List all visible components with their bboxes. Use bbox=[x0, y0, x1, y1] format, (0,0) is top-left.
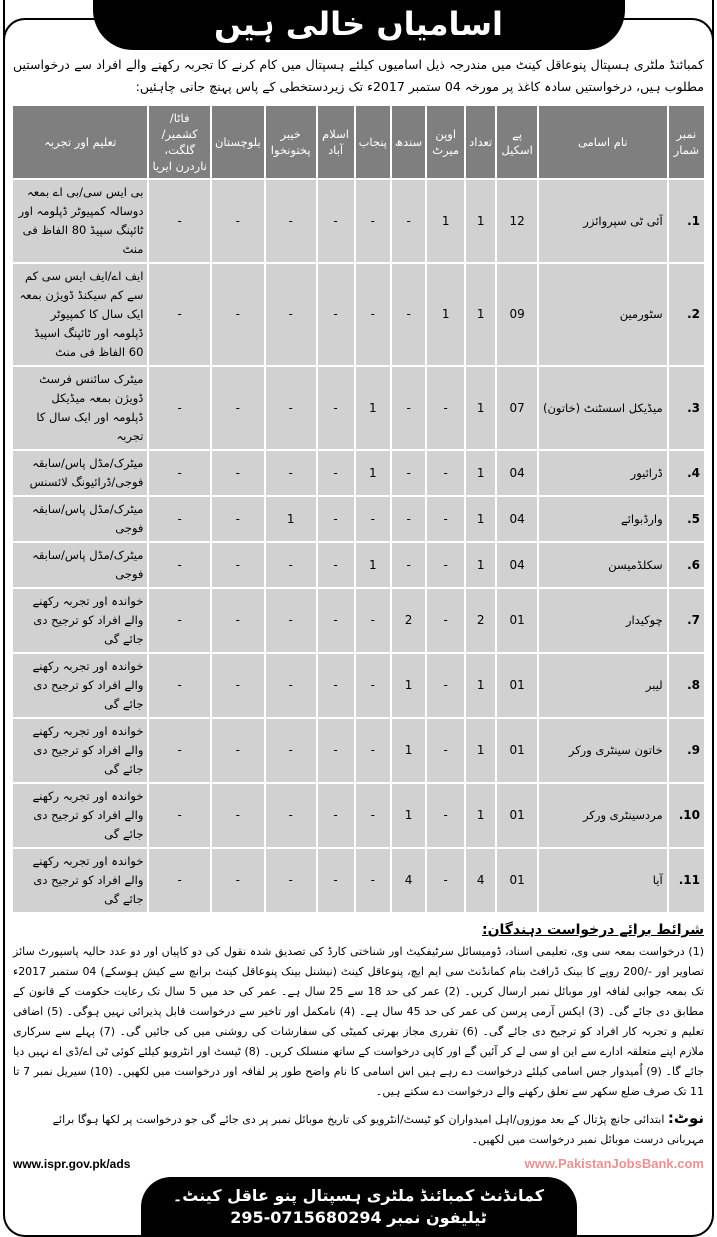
cell-sindh: 1 bbox=[391, 718, 426, 783]
cell-name: آیا bbox=[538, 848, 668, 913]
cell-bal: - bbox=[211, 450, 265, 496]
cell-bal: - bbox=[211, 718, 265, 783]
cell-bal: - bbox=[211, 263, 265, 366]
ad-border bbox=[3, 0, 714, 1237]
column-header: اسلام آباد bbox=[317, 105, 355, 179]
cell-scale: 04 bbox=[496, 496, 538, 542]
cell-open: 1 bbox=[426, 179, 465, 263]
cell-scale: 01 bbox=[496, 588, 538, 653]
cell-kp: 1 bbox=[265, 496, 317, 542]
cell-kp: - bbox=[265, 718, 317, 783]
cell-name: خاتون سینٹری ورکر bbox=[538, 718, 668, 783]
table-row bbox=[12, 263, 705, 366]
cell-isb: - bbox=[317, 783, 355, 848]
cell-kp: - bbox=[265, 653, 317, 718]
cell-no: 7. bbox=[668, 588, 705, 653]
cell-sindh: - bbox=[391, 450, 426, 496]
cell-isb: - bbox=[317, 848, 355, 913]
note-label: نوٹ: bbox=[667, 1109, 704, 1127]
cell-count: 1 bbox=[465, 653, 496, 718]
cell-fata: - bbox=[148, 783, 211, 848]
cell-scale: 12 bbox=[496, 179, 538, 263]
table-header-row bbox=[12, 105, 705, 179]
cell-punjab: - bbox=[355, 783, 391, 848]
cell-edu: میٹرک/مڈل پاس/سابقہ فوجی bbox=[12, 542, 148, 588]
cell-name: سکلڈمیسن bbox=[538, 542, 668, 588]
cell-punjab: - bbox=[355, 653, 391, 718]
cell-edu: ایف اے/ایف ایس سی کم سے کم سیکنڈ ڈویژن بمعہ ایک سال کا کمپیوٹر ڈپلومہ اور ٹائپنگ اسپیڈ 60 الفاظ فی منٹ bbox=[12, 263, 148, 366]
cell-punjab: - bbox=[355, 179, 391, 263]
cell-fata: - bbox=[148, 496, 211, 542]
cell-scale: 04 bbox=[496, 542, 538, 588]
cell-sindh: 1 bbox=[391, 783, 426, 848]
cell-kp: - bbox=[265, 263, 317, 366]
vacancies-table bbox=[11, 104, 706, 914]
cell-edu: خواندہ اور تجربہ رکھنے والے افراد کو ترجیح دی جائے گی bbox=[12, 653, 148, 718]
cell-name: سٹورمین bbox=[538, 263, 668, 366]
ad-title: اسامیاں خالی ہیں bbox=[93, 0, 625, 50]
table-row bbox=[12, 588, 705, 653]
cell-scale: 09 bbox=[496, 263, 538, 366]
cell-bal: - bbox=[211, 783, 265, 848]
cell-count: 4 bbox=[465, 848, 496, 913]
cell-isb: - bbox=[317, 179, 355, 263]
cell-fata: - bbox=[148, 366, 211, 450]
cell-fata: - bbox=[148, 588, 211, 653]
conditions-title: شرائط برائے درخواست دہندگان: bbox=[481, 922, 704, 938]
cell-scale: 01 bbox=[496, 718, 538, 783]
cell-no: 6. bbox=[668, 542, 705, 588]
cell-open: 1 bbox=[426, 263, 465, 366]
cell-scale: 04 bbox=[496, 450, 538, 496]
cell-sindh: - bbox=[391, 179, 426, 263]
cell-sindh: - bbox=[391, 496, 426, 542]
watermark: www.PakistanJobsBank.com bbox=[524, 1156, 704, 1171]
cell-open: - bbox=[426, 718, 465, 783]
cell-fata: - bbox=[148, 718, 211, 783]
cell-name: میڈیکل اسسٹنٹ (خاتون) bbox=[538, 366, 668, 450]
column-header: نمبر شمار bbox=[668, 105, 705, 179]
cell-isb: - bbox=[317, 263, 355, 366]
cell-punjab: - bbox=[355, 496, 391, 542]
cell-no: 11. bbox=[668, 848, 705, 913]
cell-no: 9. bbox=[668, 718, 705, 783]
table-row bbox=[12, 848, 705, 913]
cell-isb: - bbox=[317, 366, 355, 450]
cell-isb: - bbox=[317, 496, 355, 542]
cell-fata: - bbox=[148, 450, 211, 496]
cell-count: 1 bbox=[465, 179, 496, 263]
table-row bbox=[12, 783, 705, 848]
cell-kp: - bbox=[265, 783, 317, 848]
column-header: فاٹا/کشمیر/گلگت، ناردرن ایریا bbox=[148, 105, 211, 179]
cell-fata: - bbox=[148, 542, 211, 588]
cell-bal: - bbox=[211, 496, 265, 542]
cell-count: 1 bbox=[465, 496, 496, 542]
cell-count: 1 bbox=[465, 450, 496, 496]
cell-sindh: - bbox=[391, 366, 426, 450]
cell-scale: 01 bbox=[496, 848, 538, 913]
ispr-url[interactable]: www.ispr.gov.pk/ads bbox=[13, 1156, 131, 1171]
cell-open: - bbox=[426, 366, 465, 450]
column-header: پنجاب bbox=[355, 105, 391, 179]
cell-no: 10. bbox=[668, 783, 705, 848]
column-header: بلوچستان bbox=[211, 105, 265, 179]
cell-no: 8. bbox=[668, 653, 705, 718]
cell-kp: - bbox=[265, 848, 317, 913]
cell-edu: میٹرک/مڈل پاس/سابقہ فوجی bbox=[12, 496, 148, 542]
cell-open: - bbox=[426, 588, 465, 653]
conditions-text: (1) درخواست بمعہ سی وی، تعلیمی اسناد، ڈومیسائل سرٹیفکیٹ اور شناختی کارڈ کی تصدیق شدہ نقول کی دو کاپیاں اور دو عدد حالیہ پاسپورٹ سائز تصاویر اور -/200 روپے کا بینک ڈرافٹ بنام کمانڈنٹ سی ایم ایچ، پنوعاقل کینٹ (نیشنل بینک پنوعاقل کینٹ برانچ سے کیش ہوسکے) 04 ستمبر 2017ء تک بمعہ جوابی لفافہ اور موبائل نمبر ارسال کریں۔ (2) عمر کی حد 18 سے 25 سال ہے۔ عمر کی حد میں 5 سال تک رعایت حکومت کے قانون کے مطابق دی جائے گی۔ (3) ایکس آرمی پرسن کی عمر کی حد 45 سال ہے۔ (4) نامکمل اور تاخیر سے درخواست قابل پذیرائی نہیں ہوگی۔ (5) اضافی تعلیم و تجربہ کار افراد کو ترجیح دی جائے گی۔ (6) تقرری مجاز بھرتی کمیٹی کی سفارشات کی روشنی میں کی جائیں گی۔ (7) پہلے سے سرکاری ملازم اپنے متعلقہ ادارے سے این او سی لے کر آئیں گے اور کاپی درخواست کے ساتھ منسلک کریں۔ (8) ٹیسٹ اور انٹرویو کیلئے کوئی ٹی اے/ڈی اے نہیں دیا جائے گا۔ (9) اُمیدوار جس اسامی کیلئے درخواست دے رہے ہیں اس اسامی کا نام واضح طور پر لفافہ اور درخواست میں لکھیں۔ (10) سیریل نمبر 7 تا 11 تک صرف ضلع سکھر سے تعلق رکھنے والے درخواست دے سکتے ہیں۔ bbox=[13, 945, 704, 1098]
cell-isb: - bbox=[317, 542, 355, 588]
column-header: تعلیم اور تجربہ bbox=[12, 105, 148, 179]
cell-open: - bbox=[426, 848, 465, 913]
cell-bal: - bbox=[211, 542, 265, 588]
cell-fata: - bbox=[148, 179, 211, 263]
cell-open: - bbox=[426, 496, 465, 542]
url-row bbox=[13, 1156, 704, 1171]
column-header: خیبر پختونخوا bbox=[265, 105, 317, 179]
cell-name: مردسینٹری ورکر bbox=[538, 783, 668, 848]
cell-no: 2. bbox=[668, 263, 705, 366]
cell-sindh: 1 bbox=[391, 653, 426, 718]
table-row bbox=[12, 450, 705, 496]
cell-no: 5. bbox=[668, 496, 705, 542]
cell-name: چوکیدار bbox=[538, 588, 668, 653]
cell-no: 1. bbox=[668, 179, 705, 263]
cell-open: - bbox=[426, 542, 465, 588]
cell-no: 4. bbox=[668, 450, 705, 496]
cell-isb: - bbox=[317, 588, 355, 653]
cell-sindh: 2 bbox=[391, 588, 426, 653]
cell-count: 1 bbox=[465, 542, 496, 588]
cell-punjab: 1 bbox=[355, 542, 391, 588]
cell-punjab: - bbox=[355, 263, 391, 366]
table-row bbox=[12, 366, 705, 450]
cell-count: 2 bbox=[465, 588, 496, 653]
cell-open: - bbox=[426, 450, 465, 496]
intro-text: کمبائنڈ ملٹری ہسپتال پنوعاقل کینٹ میں مندرجہ ذیل اسامیوں کیلئے ہسپتال میں کام کرنے کا تجربہ رکھنے والے افراد سے درخواستیں مطلوب ہیں، درخواستیں سادہ کاغذ پر مورخہ 04 ستمبر 2017ء تک زیردستخطی کے پاس پہنچ جانی چاہئیں: bbox=[13, 57, 704, 94]
cell-count: 1 bbox=[465, 263, 496, 366]
cell-name: آئی ٹی سپروائزر bbox=[538, 179, 668, 263]
column-header: پے اسکیل bbox=[496, 105, 538, 179]
column-header: سندھ bbox=[391, 105, 426, 179]
cell-sindh: - bbox=[391, 263, 426, 366]
cell-bal: - bbox=[211, 366, 265, 450]
cell-bal: - bbox=[211, 588, 265, 653]
cell-name: وارڈبوائے bbox=[538, 496, 668, 542]
cell-count: 1 bbox=[465, 366, 496, 450]
cell-punjab: - bbox=[355, 588, 391, 653]
cell-kp: - bbox=[265, 179, 317, 263]
cell-count: 1 bbox=[465, 783, 496, 848]
cell-no: 3. bbox=[668, 366, 705, 450]
cell-count: 1 bbox=[465, 718, 496, 783]
cell-kp: - bbox=[265, 588, 317, 653]
cell-edu: خواندہ اور تجربہ رکھنے والے افراد کو ترجیح دی جائے گی bbox=[12, 783, 148, 848]
table-row bbox=[12, 179, 705, 263]
cell-edu: بی ایس سی/بی اے بمعہ دوسالہ کمپیوٹر ڈپلومہ اور ٹائپنگ سپیڈ 80 الفاظ فی منٹ bbox=[12, 179, 148, 263]
cell-scale: 01 bbox=[496, 783, 538, 848]
cell-edu: میٹرک/مڈل پاس/سابقہ فوجی/ڈرائیونگ لائسنس bbox=[12, 450, 148, 496]
cell-punjab: - bbox=[355, 848, 391, 913]
cell-punjab: 1 bbox=[355, 450, 391, 496]
cell-name: ڈرائیور bbox=[538, 450, 668, 496]
column-header: اوپن میرٹ bbox=[426, 105, 465, 179]
cell-bal: - bbox=[211, 653, 265, 718]
cell-sindh: 4 bbox=[391, 848, 426, 913]
cell-bal: - bbox=[211, 179, 265, 263]
cell-name: لیبر bbox=[538, 653, 668, 718]
column-header: نام اسامی bbox=[538, 105, 668, 179]
cell-kp: - bbox=[265, 542, 317, 588]
footer-contact: کمانڈنٹ کمبائنڈ ملٹری ہسپتال پنو عاقل کینٹ۔ ٹیلیفون نمبر 0715680294-295 bbox=[141, 1177, 577, 1235]
table-row bbox=[12, 496, 705, 542]
note bbox=[13, 1108, 704, 1150]
cell-kp: - bbox=[265, 366, 317, 450]
cell-edu: خواندہ اور تجربہ رکھنے والے افراد کو ترجیح دی جائے گی bbox=[12, 588, 148, 653]
cell-open: - bbox=[426, 653, 465, 718]
cell-punjab: - bbox=[355, 718, 391, 783]
cell-fata: - bbox=[148, 848, 211, 913]
note-text: ابتدائی جانچ پڑتال کے بعد موزوں/اہل امیدواران کو ٹیسٹ/انٹرویو کی تاریخ موبائل نمبر پر دی جائے گی جو درخواست پر لکھا ہوگا برائے مہربانی درست موبائل نمبر درخواست میں لکھیں۔ bbox=[52, 1113, 704, 1146]
cell-isb: - bbox=[317, 653, 355, 718]
cell-edu: خواندہ اور تجربہ رکھنے والے افراد کو ترجیح دی جائے گی bbox=[12, 718, 148, 783]
cell-punjab: 1 bbox=[355, 366, 391, 450]
cell-sindh: - bbox=[391, 542, 426, 588]
cell-isb: - bbox=[317, 450, 355, 496]
column-header: تعداد bbox=[465, 105, 496, 179]
cell-edu: میٹرک سائنس فرسٹ ڈویژن بمعہ میڈیکل ڈپلومہ اور ایک سال کا تجربہ bbox=[12, 366, 148, 450]
table-row bbox=[12, 718, 705, 783]
cell-scale: 07 bbox=[496, 366, 538, 450]
table-row bbox=[12, 653, 705, 718]
cell-kp: - bbox=[265, 450, 317, 496]
cell-fata: - bbox=[148, 263, 211, 366]
cell-isb: - bbox=[317, 718, 355, 783]
cell-scale: 01 bbox=[496, 653, 538, 718]
cell-open: - bbox=[426, 783, 465, 848]
table-row bbox=[12, 542, 705, 588]
cell-fata: - bbox=[148, 653, 211, 718]
cell-edu: خواندہ اور تجربہ رکھنے والے افراد کو ترجیح دی جائے گی bbox=[12, 848, 148, 913]
cell-bal: - bbox=[211, 848, 265, 913]
